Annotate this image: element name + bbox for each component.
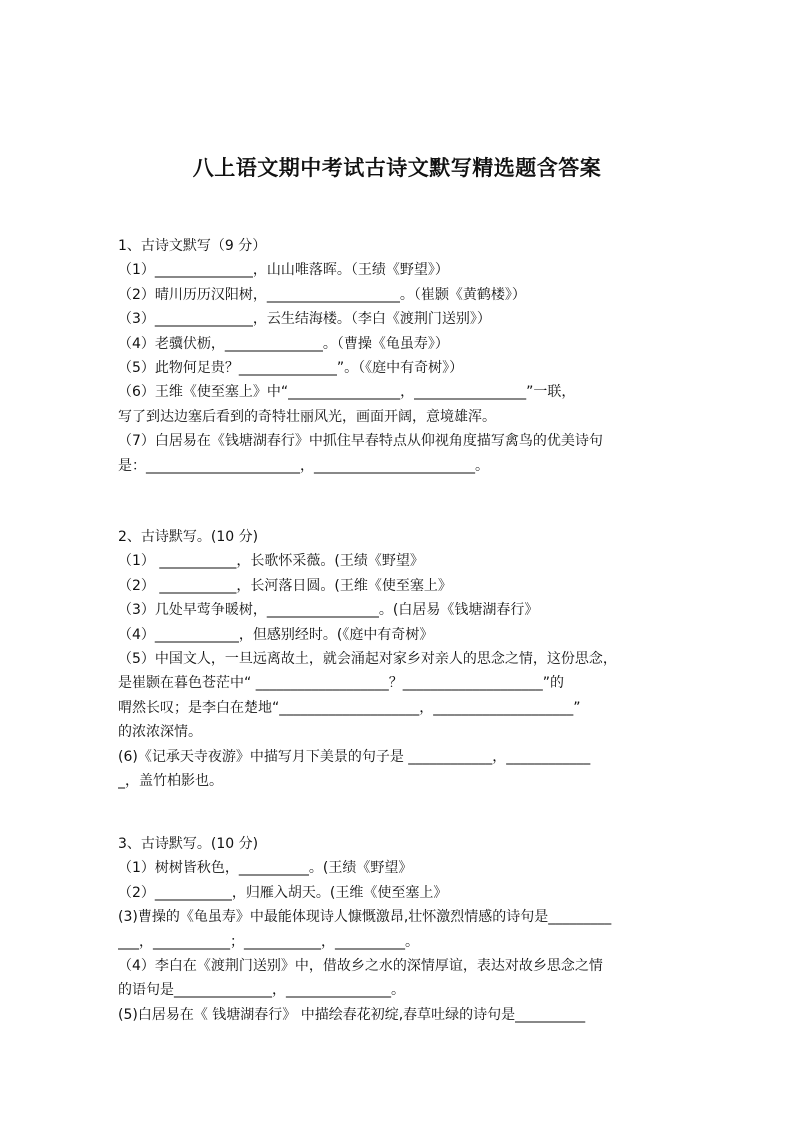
question-line: 写了到达边塞后看到的奇特壮丽风光，画面开阔，意境雄浑。 xyxy=(118,408,496,425)
question-line: _，盖竹柏影也。 xyxy=(118,772,223,789)
question-line: ___，___________；___________，__________。 xyxy=(118,933,419,950)
question-line: （5）中国文人，一旦远离故土，就会涌起对家乡对亲人的思念之情，这份思念， xyxy=(118,650,617,667)
question-line: （1）______________，山山唯落晖。（王绩《野望》） xyxy=(118,262,449,279)
question-line: （2）晴川历历汉阳树，___________________。（崔颢《黄鹤楼》） xyxy=(118,286,526,303)
question-line: 是崔颢在暮色苍茫中“ ___________________？____________________”的 xyxy=(118,675,564,692)
question-line: （4）____________，但感别经时。(《庭中有奇树》 xyxy=(118,626,434,643)
question-line: 喟然长叹；是李白在楚地“____________________，____________________” xyxy=(118,699,581,716)
question-line: (3)曹操的《龟虽寿》中最能体现诗人慷慨激昂,壮怀激烈情感的诗句是_________ xyxy=(118,909,612,926)
question-line: 的浓浓深情。 xyxy=(118,724,202,741)
question-heading: 3、古诗默写。(10 分) xyxy=(118,836,259,852)
question-line: （1） ___________，长歌怀采薇。(王绩《野望》 xyxy=(118,553,424,570)
document-title: 八上语文期中考试古诗文默写精选题含答案 xyxy=(192,155,602,180)
question-3 xyxy=(118,832,683,1027)
question-line: (5)白居易在《 钱塘湖春行》 中描绘春花初绽,春草吐绿的诗句是__________ xyxy=(118,1006,586,1023)
question-line: （2）___________，归雁入胡天。(王维《使至塞上》 xyxy=(118,884,448,901)
question-1 xyxy=(118,234,683,478)
question-line: （2） ___________，长河落日圆。(王维《使至塞上》 xyxy=(118,577,452,594)
question-line: （4）李白在《渡荆门送别》中，借故乡之水的深情厚谊，表达对故乡思念之情 xyxy=(118,957,603,974)
question-line: （6）王维《使至塞上》中“________________，________________”一联， xyxy=(118,384,576,401)
question-line: (6)《记承天寺夜游》中描写月下美景的句子是 ____________，____________ xyxy=(118,748,591,765)
question-heading: 2、古诗默写。(10 分) xyxy=(118,529,259,545)
question-line: 是：______________________，_______________________。 xyxy=(118,457,489,474)
question-line: （1）树树皆秋色，__________。(王绩《野望》 xyxy=(118,860,413,877)
question-line: （5）此物何足贵？______________”。（《庭中有奇树》） xyxy=(118,359,464,376)
question-line: （3）几处早莺争暖树，________________。(白居易《钱塘湖春行》 xyxy=(118,602,539,619)
question-2 xyxy=(118,525,683,793)
question-line: （7）白居易在《钱塘湖春行》中抓住早春特点从仰视角度描写禽鸟的优美诗句 xyxy=(118,433,603,450)
question-line: （4）老骥伏枥，______________。（曹操《龟虽寿》） xyxy=(118,335,449,352)
question-heading: 1、古诗文默写（9 分） xyxy=(118,238,267,254)
question-line: 的语句是______________，_______________。 xyxy=(118,982,405,999)
question-line: （3）______________，云生结海楼。（李白《渡荆门送别》） xyxy=(118,311,491,328)
